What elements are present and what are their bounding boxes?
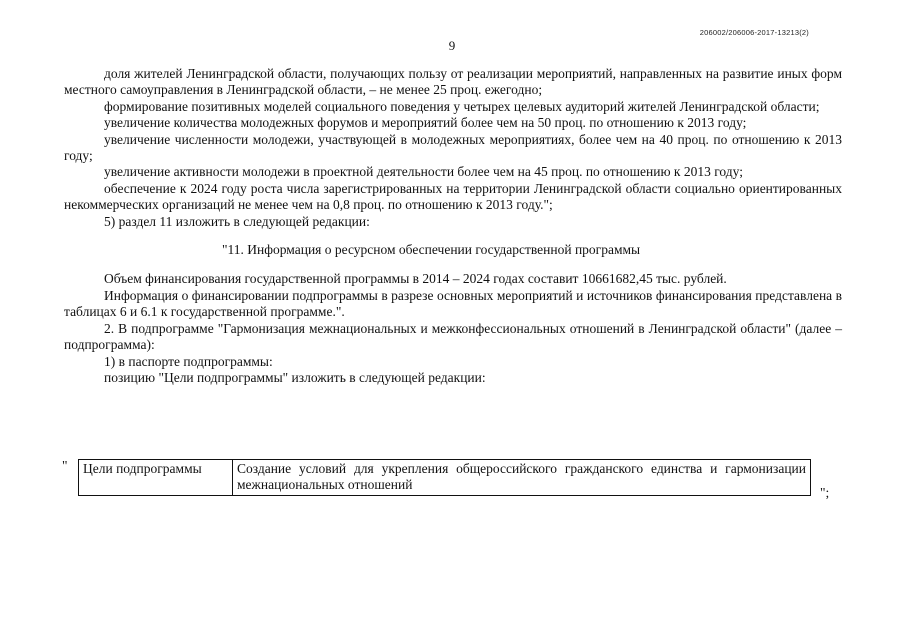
page-number: 9 [448, 38, 456, 53]
opening-quote: " [62, 458, 68, 473]
paragraph: 1) в паспорте подпрограммы: [104, 353, 273, 369]
paragraph: увеличение численности молодежи, участвующей в молодежных мероприятиях, более чем на 40 проц. по отношению к 2013 году; [64, 131, 842, 164]
paragraph: доля жителей Ленинградской области, получающих пользу от реализации мероприятий, направленных на развитие иных форм местного самоуправления в Ленинградской области, – не менее 25 проц. ежегодно; [64, 66, 842, 98]
paragraph: формирование позитивных моделей социального поведения у четырех целевых аудиторий жителей Ленинградской области; [104, 98, 820, 114]
section-heading: "11. Информация о ресурсном обеспечении государственной программы [222, 242, 641, 258]
document-id: 206002/206006-2017-13213(2) [699, 28, 809, 37]
table-value-cell: Создание условий для укрепления общероссийского гражданского единства и гармонизации межнациональных отношений [233, 460, 811, 496]
paragraph: 2. В подпрограмме "Гармонизация межнациональных и межконфессиональных отношений в Ленинградской области" (далее – подпрограмма): [64, 320, 842, 353]
paragraph: 5) раздел 11 изложить в следующей редакции: [104, 213, 370, 229]
passport-table [78, 459, 811, 496]
table-label-cell: Цели подпрограммы [79, 460, 233, 496]
paragraph: позицию "Цели подпрограммы" изложить в следующей редакции: [104, 369, 486, 385]
paragraph: обеспечение к 2024 году роста числа зарегистрированных на территории Ленинградской области социально ориентированных некоммерческих организаций не менее чем на 0,8 проц. по отношению к 2013 году."; [64, 180, 842, 213]
closing-quote: "; [820, 485, 830, 500]
paragraph: увеличение активности молодежи в проектной деятельности более чем на 45 проц. по отношению к 2013 году; [104, 164, 743, 180]
table-row [79, 460, 811, 496]
paragraph: Информация о финансировании подпрограммы в разрезе основных мероприятий и источников финансирования представлена в таблицах 6 и 6.1 к государственной программе.". [64, 287, 842, 320]
document-body [64, 66, 842, 386]
paragraph: Объем финансирования государственной программы в 2014 – 2024 годах составит 10661682,45 тыс. рублей. [104, 271, 727, 287]
paragraph: увеличение количества молодежных форумов и мероприятий более чем на 50 проц. по отношению к 2013 году; [104, 115, 747, 131]
